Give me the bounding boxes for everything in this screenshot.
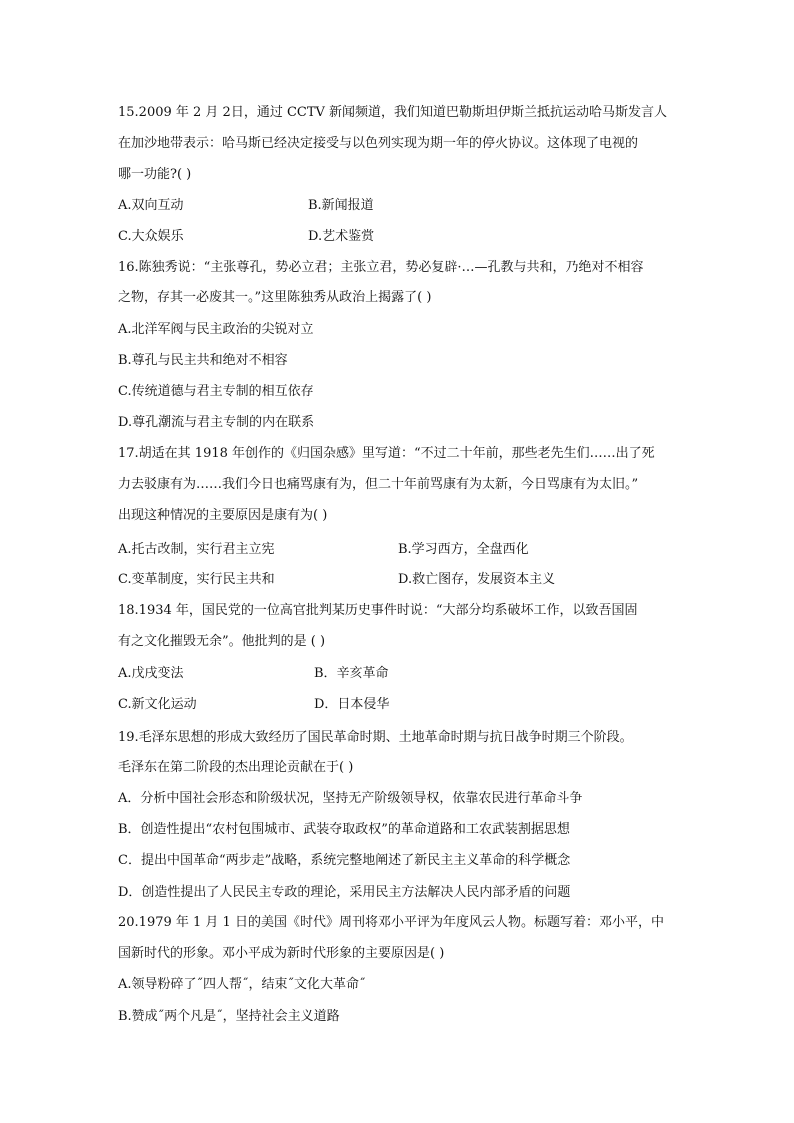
q15-stem-line-1: 15.2009 年 2 月 2日，通过 CCTV 新闻频道，我们知道巴勒斯坦伊斯兰抵抗运动哈马斯发言人 (118, 105, 668, 120)
q19-stem-line-2: 毛泽东在第二阶段的杰出理论贡献在于( ) (118, 760, 354, 775)
q20-option-b: B.赞成˝两个凡是˝，坚持社会主义道路 (118, 1009, 340, 1024)
q17-option-d: D.救亡图存，发展资本主义 (398, 572, 556, 587)
q18-option-b: B．辛亥革命 (314, 666, 389, 681)
q16-option-c: C.传统道德与君主专制的相互依存 (118, 384, 314, 399)
q18-option-d: D．日本侵华 (314, 697, 390, 712)
q20-option-a: A.领导粉碎了˝四人帮˝，结束˝文化大革命˝ (118, 977, 366, 992)
q17-option-b: B.学习西方，全盘西化 (398, 542, 529, 557)
q18-stem-line-2: 有之文化摧毁无余”。他批判的是 ( ) (118, 634, 326, 649)
q19-option-b: B．创造性提出“农村包围城市、武装夺取政权”的革命道路和工农武装割据思想 (118, 822, 570, 837)
q16-option-b: B.尊孔与民主共和绝对不相容 (118, 353, 288, 368)
q16-stem-line-1: 16.陈独秀说：“主张尊孔，势必立君；主张立君，势必复辟·…—孔教与共和，乃绝对不相容 (118, 260, 644, 275)
q20-stem-line-2: 国新时代的形象。邓小平成为新时代形象的主要原因是( ) (118, 946, 445, 961)
q16-stem-line-2: 之物，存其一必废其一。”这里陈独秀从政治上揭露了( ) (118, 290, 432, 305)
q17-option-c: C.变革制度，实行民主共和 (118, 572, 275, 587)
q15-option-d: D.艺术鉴赏 (308, 229, 375, 244)
q20-stem-line-1: 20.1979 年 1 月 1 日的美国《时代》周刊将邓小平评为年度风云人物。标题写着：邓小平，中 (118, 915, 664, 930)
q17-stem-line-1: 17.胡适在其 1918 年创作的《归国杂感》里写道：“不过二十年前，那些老先生们……出了死 (118, 446, 655, 461)
q15-option-a: A.双向互动 (118, 198, 184, 213)
q16-option-d: D.尊孔潮流与君主专制的内在联系 (118, 415, 315, 430)
q19-option-d: D．创造性提出了人民民主专政的理论，采用民主方法解决人民内部矛盾的问题 (118, 885, 571, 900)
q19-stem-line-1: 19.毛泽东思想的形成大致经历了国民革命时期、土地革命时期与抗日战争时期三个阶段。 (118, 730, 633, 745)
q17-option-a: A.托古改制，实行君主立宪 (118, 542, 275, 557)
q15-stem-line-3: 哪一功能?( ) (118, 167, 192, 182)
q16-option-a: A.北洋军阀与民主政治的尖锐对立 (118, 322, 314, 337)
q15-stem-line-2: 在加沙地带表示：哈马斯已经决定接受与以色列实现为期一年的停火协议。这体现了电视的 (118, 136, 639, 151)
q19-option-c: C．提出中国革命“两步走”战略，系统完整地阐述了新民主主义革命的科学概念 (118, 853, 571, 868)
q15-option-b: B.新闻报道 (308, 198, 374, 213)
q18-option-a: A.戊戌变法 (118, 666, 184, 681)
q19-option-a: A．分析中国社会形态和阶级状况，坚持无产阶级领导权，依靠农民进行革命斗争 (118, 791, 583, 806)
q17-stem-line-2: 力去驳康有为……我们今日也痛骂康有为，但二十年前骂康有为太新，今日骂康有为太旧。” (118, 477, 639, 492)
q17-stem-line-3: 出现这种情况的主要原因是康有为( ) (118, 508, 328, 523)
q18-stem-line-1: 18.1934 年，国民党的一位高官批判某历史事件时说：“大部分均系破坏工作，以致吾国固 (118, 603, 638, 618)
q15-option-c: C.大众娱乐 (118, 229, 184, 244)
q18-option-c: C.新文化运动 (118, 697, 197, 712)
